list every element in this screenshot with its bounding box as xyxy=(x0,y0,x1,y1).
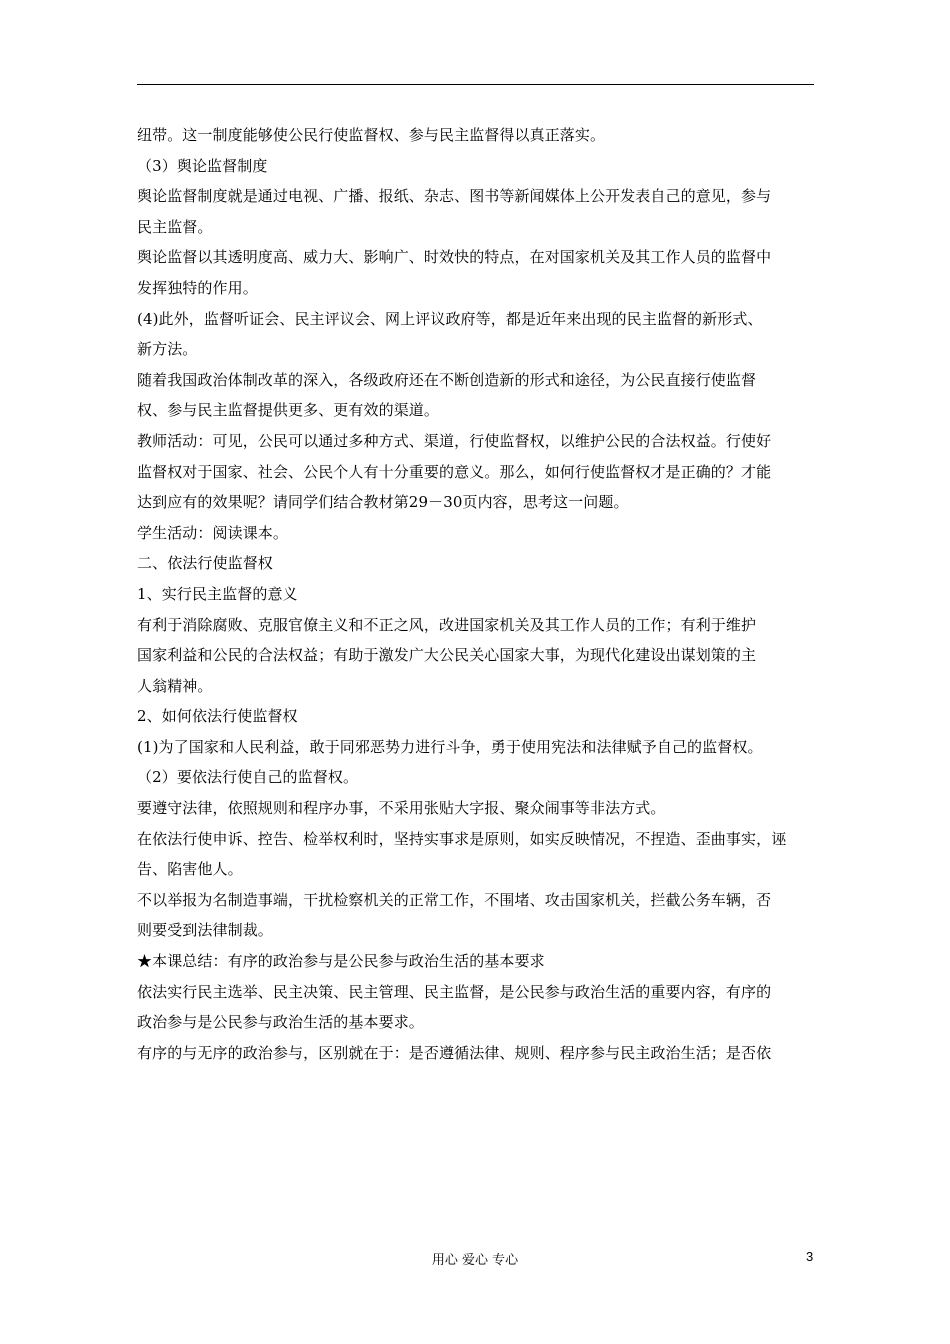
text-line: 政治参与是公民参与政治生活的基本要求。 xyxy=(137,1013,424,1032)
text-line: (1)为了国家和人民利益，敢于同邪恶势力进行斗争，勇于使用宪法和法律赋予自己的监督权。 xyxy=(137,737,763,756)
text-line: 人翁精神。 xyxy=(137,676,213,695)
subsection-heading: 2、如何依法行使监督权 xyxy=(137,707,298,726)
section-heading: 二、依法行使监督权 xyxy=(137,554,273,573)
text-line: 监督权对于国家、社会、公民个人有十分重要的意义。那么，如何行使监督权才是正确的？才能 xyxy=(137,462,772,481)
text-line: 舆论监督以其透明度高、威力大、影响广、时效快的特点，在对国家机关及其工作人员的监督中 xyxy=(137,248,772,267)
text-line: 在依法行使申诉、控告、检举权利时，坚持实事求是原则，如实反映情况，不捏造、歪曲事实，诬 xyxy=(137,829,787,848)
subsection-heading: 1、实行民主监督的意义 xyxy=(137,584,298,603)
text-line: 不以举报为名制造事端，干扰检察机关的正常工作，不围堵、攻击国家机关，拦截公务车辆，否 xyxy=(137,890,772,909)
text-line: 达到应有的效果呢？请同学们结合教材第29－30页内容，思考这一问题。 xyxy=(137,493,629,512)
text-line: （3）舆论监督制度 xyxy=(137,156,268,175)
text-line: (4)此外，监督听证会、民主评议会、网上评议政府等，都是近年来出现的民主监督的新形式、 xyxy=(137,309,763,328)
text-line: 学生活动：阅读课本。 xyxy=(137,523,289,542)
text-line: 民主监督。 xyxy=(137,217,213,236)
text-line: 要遵守法律，依照规则和程序办事，不采用张贴大字报、聚众闹事等非法方式。 xyxy=(137,799,666,818)
text-line: 有序的与无序的政治参与，区别就在于：是否遵循法律、规则、程序参与民主政治生活；是否依 xyxy=(137,1043,772,1062)
text-line: 新方法。 xyxy=(137,340,198,359)
text-line: 有利于消除腐败、克服官僚主义和不正之风，改进国家机关及其工作人员的工作；有利于维护 xyxy=(137,615,757,634)
text-line: 告、陷害他人。 xyxy=(137,860,243,879)
text-line: 随着我国政治体制改革的深入，各级政府还在不断创造新的形式和途径，为公民直接行使监督 xyxy=(137,370,757,389)
footer-motto: 用心 爱心 专心 xyxy=(431,1253,519,1268)
text-line: 教师活动：可见，公民可以通过多种方式、渠道，行使监督权，以维护公民的合法权益。行使好 xyxy=(137,431,772,450)
text-line: 纽带。这一制度能够使公民行使监督权、参与民主监督得以真正落实。 xyxy=(137,126,606,144)
page-number: 3 xyxy=(806,1249,814,1264)
header-rule xyxy=(137,84,814,85)
text-line: （2）要依法行使自己的监督权。 xyxy=(137,768,359,787)
text-line: 依法实行民主选举、民主决策、民主管理、民主监督，是公民参与政治生活的重要内容，有序的 xyxy=(137,982,772,1001)
text-line: 发挥独特的作用。 xyxy=(137,278,258,297)
text-line: 国家利益和公民的合法权益；有助于激发广大公民关心国家大事，为现代化建设出谋划策的主 xyxy=(137,646,757,665)
text-line: 舆论监督制度就是通过电视、广播、报纸、杂志、图书等新闻媒体上公开发表自己的意见，参与 xyxy=(137,187,772,206)
text-line: 权、参与民主监督提供更多、更有效的渠道。 xyxy=(137,401,440,420)
summary-heading: ★本课总结：有序的政治参与是公民参与政治生活的基本要求 xyxy=(137,952,545,971)
body-text xyxy=(137,120,817,1068)
text-line: 则要受到法律制裁。 xyxy=(137,921,273,940)
